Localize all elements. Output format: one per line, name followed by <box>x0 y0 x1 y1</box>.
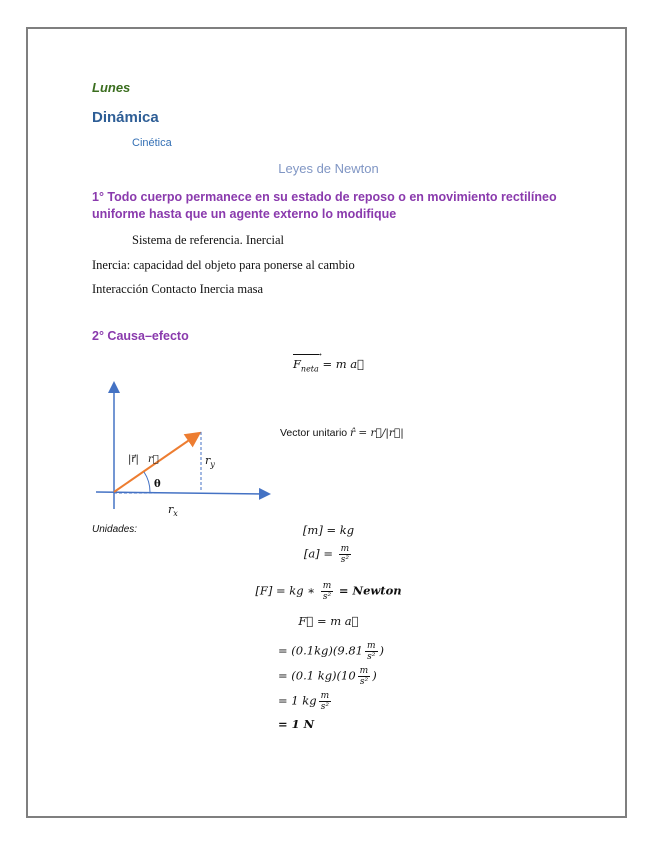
calc-step-1: = (0.1kg)(9.81 $\frac{m}{\text{s²}}$ ) <box>278 641 385 662</box>
units-label: Unidades: <box>92 524 138 535</box>
accel-unit-eq: [a] = $\frac{m}{\text{s²}}$ <box>303 544 350 565</box>
vector-diagram <box>88 374 278 519</box>
inertia-definition: Inercia: capacidad del objeto para ponerse al cambio <box>92 258 355 272</box>
second-law-heading: 2° Causa–efecto <box>92 329 189 343</box>
document-page <box>26 27 627 818</box>
force-unit-eq: [F] = kg ∗ $\frac{m}{\text{s²}}$ = Newton <box>255 581 402 602</box>
magnitude-label: |r⃗| <box>128 454 139 465</box>
rx-label: $r_x$ <box>168 503 178 518</box>
title-leyes-newton: Leyes de Newton <box>278 161 379 176</box>
calc-result: = 1 N <box>278 717 315 731</box>
mass-unit-eq: [m] = kg <box>302 523 355 537</box>
heading-cinetica: Cinética <box>132 137 172 149</box>
fneta-rhs: = m a⃗ <box>318 357 365 371</box>
calc-step-2: = (0.1 kg)(10 $\frac{m}{\text{s²}}$ ) <box>278 666 377 687</box>
fma-eq: F⃗ = m a⃗ <box>298 614 359 628</box>
reference-frame-line: Sistema de referencia. Inercial <box>132 233 284 247</box>
unit-vector-line <box>280 427 404 439</box>
fneta-f: F <box>292 357 301 371</box>
vector-label: r⃗ <box>148 454 159 465</box>
net-force-equation: ⟶ $F_{neta} = m$ a⃗ <box>292 350 365 374</box>
theta-label: θ <box>154 479 161 490</box>
fneta-sub: neta <box>300 364 319 374</box>
unit-vector-label: Vector unitario <box>280 427 348 439</box>
heading-dinamica: Dinámica <box>92 109 159 126</box>
ry-label: $r_y$ <box>205 454 215 469</box>
first-law-text: 1° Todo cuerpo permanece en su estado de reposo o en movimiento rectilíneo uniforme hasta que un agente externo lo modifique <box>92 190 557 221</box>
calc-step-3: = 1 kg $\frac{m}{\text{s²}}$ <box>278 691 330 712</box>
theta-arc <box>144 472 150 492</box>
day-label: Lunes <box>92 80 131 95</box>
interaction-line: Interacción Contacto Inercia masa <box>92 282 264 296</box>
unit-vector-expr: r̂ = r⃗/|r⃗| <box>350 427 404 439</box>
